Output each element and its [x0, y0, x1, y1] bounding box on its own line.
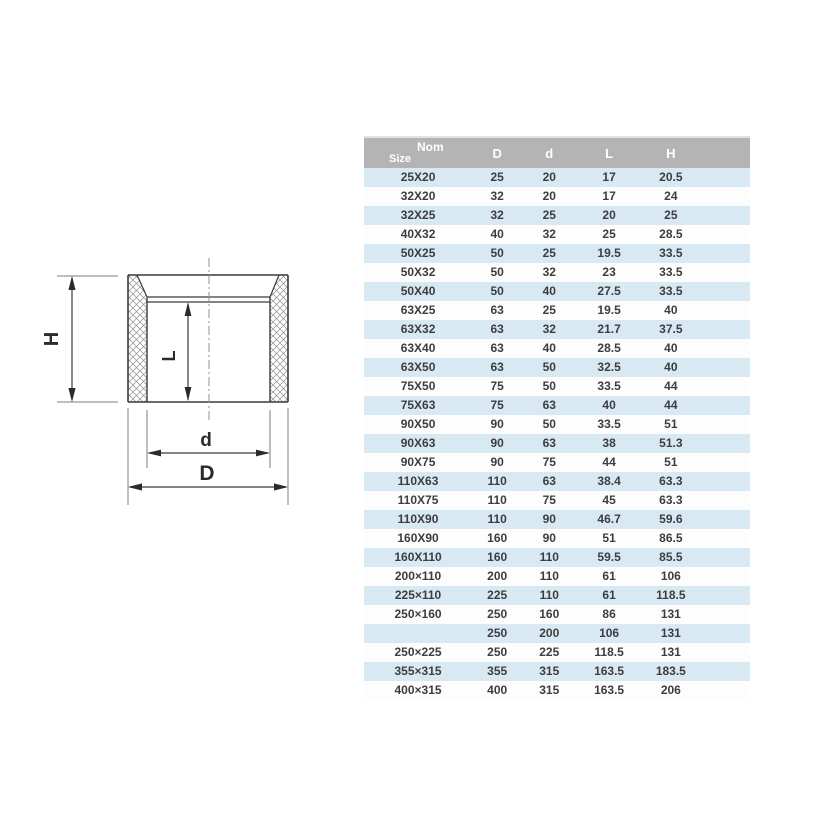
cell-filler — [700, 320, 750, 339]
cell-D: 63 — [490, 360, 504, 374]
cell-d: 20 — [542, 170, 556, 184]
table-row — [364, 605, 750, 624]
label-H: H — [41, 331, 63, 347]
cell-L: 45 — [602, 493, 616, 507]
table-row — [364, 358, 750, 377]
cell-filler — [700, 282, 750, 301]
cell-filler — [700, 586, 750, 605]
header-col-L: L — [605, 145, 614, 161]
cell-L: 163.5 — [594, 683, 625, 697]
cell-filler — [700, 681, 750, 700]
cell-L: 20 — [602, 208, 616, 222]
cell-filler — [700, 548, 750, 567]
cell-filler — [700, 491, 750, 510]
cell-D: 63 — [490, 341, 504, 355]
cell-H: 33.5 — [659, 265, 683, 279]
cell-size: 32X25 — [400, 208, 436, 222]
header-col-H: H — [666, 145, 676, 161]
dimension-H — [41, 276, 118, 402]
cell-d: 63 — [542, 398, 556, 412]
cell-L: 28.5 — [597, 341, 621, 355]
table-row — [364, 643, 750, 662]
cell-H: 206 — [660, 683, 681, 697]
cell-filler — [700, 301, 750, 320]
cell-size: 40X32 — [400, 227, 436, 241]
cell-filler — [700, 510, 750, 529]
cell-D: 32 — [490, 189, 504, 203]
table-row — [364, 377, 750, 396]
cell-L: 61 — [602, 588, 616, 602]
cell-size: 63X40 — [400, 341, 436, 355]
cell-H: 85.5 — [659, 550, 683, 564]
cell-filler — [700, 339, 750, 358]
dimension-D — [128, 408, 288, 505]
cell-D: 90 — [490, 417, 504, 431]
cell-D: 25 — [490, 170, 504, 184]
cell-d: 75 — [542, 455, 556, 469]
cell-L: 46.7 — [597, 512, 621, 526]
table-row — [364, 320, 750, 339]
table-row — [364, 491, 750, 510]
cell-size: 110X75 — [397, 493, 439, 507]
cell-L: 33.5 — [597, 379, 621, 393]
cell-D: 90 — [490, 436, 504, 450]
cell-L: 59.5 — [597, 550, 621, 564]
header-size-label: Size — [389, 153, 412, 165]
cell-d: 63 — [542, 436, 556, 450]
cell-H: 40 — [664, 341, 678, 355]
dimension-L — [159, 302, 191, 401]
cell-L: 40 — [602, 398, 616, 412]
cell-D: 110 — [487, 493, 507, 507]
cell-H: 51 — [664, 417, 678, 431]
table-row — [364, 187, 750, 206]
cell-L: 19.5 — [597, 246, 621, 260]
spec-table — [364, 136, 750, 700]
table-row — [364, 282, 750, 301]
cell-D: 250 — [487, 607, 508, 621]
cell-filler — [700, 472, 750, 491]
cell-filler — [700, 529, 750, 548]
cell-d: 50 — [542, 379, 556, 393]
cell-D: 110 — [487, 474, 507, 488]
cell-d: 25 — [542, 303, 556, 317]
cell-filler — [700, 206, 750, 225]
header-col-d: d — [545, 145, 554, 161]
cell-size — [364, 624, 472, 643]
cell-d: 40 — [542, 341, 556, 355]
cell-d: 25 — [542, 246, 556, 260]
cell-L: 118.5 — [594, 645, 624, 659]
cell-H: 59.6 — [659, 512, 683, 526]
cell-H: 51 — [664, 455, 678, 469]
cell-L: 17 — [602, 189, 616, 203]
cell-size: 50X25 — [400, 246, 436, 260]
cell-L: 21.7 — [597, 322, 621, 336]
table-row — [364, 434, 750, 453]
cell-D: 400 — [487, 683, 508, 697]
cell-d: 90 — [542, 512, 556, 526]
cell-D: 63 — [490, 303, 504, 317]
table-row — [364, 415, 750, 434]
cell-D: 355 — [487, 664, 508, 678]
cell-H: 86.5 — [659, 531, 683, 545]
cell-size: 110X90 — [397, 512, 439, 526]
cell-filler — [700, 605, 750, 624]
cell-size: 63X25 — [400, 303, 436, 317]
cell-L: 51 — [602, 531, 616, 545]
table-row — [364, 206, 750, 225]
cell-filler — [700, 244, 750, 263]
table-header-row — [364, 136, 750, 168]
table-row — [364, 225, 750, 244]
table-row — [364, 548, 750, 567]
cell-L: 61 — [602, 569, 616, 583]
cell-D: 250 — [487, 645, 508, 659]
cell-size: 250×160 — [394, 607, 442, 621]
cell-d: 200 — [539, 626, 560, 640]
cell-D: 50 — [490, 246, 504, 260]
table-row — [364, 586, 750, 605]
cell-d: 50 — [542, 417, 556, 431]
cell-d: 32 — [542, 322, 556, 336]
table-row — [364, 662, 750, 681]
cell-H: 33.5 — [659, 284, 683, 298]
cell-H: 44 — [664, 398, 678, 412]
cell-D: 50 — [490, 284, 504, 298]
cell-H: 131 — [660, 626, 681, 640]
cell-size: 63X50 — [400, 360, 436, 374]
cell-H: 63.3 — [659, 493, 683, 507]
cell-filler — [700, 377, 750, 396]
table-row — [364, 244, 750, 263]
table-body — [364, 168, 750, 700]
cell-D: 250 — [487, 626, 508, 640]
cell-d: 32 — [542, 265, 556, 279]
cell-D: 160 — [487, 531, 508, 545]
cell-L: 38 — [602, 436, 616, 450]
cell-L: 163.5 — [594, 664, 625, 678]
cell-size: 50X32 — [400, 265, 436, 279]
cell-L: 19.5 — [597, 303, 621, 317]
cell-H: 106 — [660, 569, 681, 583]
cell-size: 90X63 — [400, 436, 436, 450]
cell-d: 160 — [539, 607, 560, 621]
cell-size: 75X50 — [400, 379, 436, 393]
table-row — [364, 396, 750, 415]
table-row — [364, 510, 750, 529]
cell-filler — [700, 358, 750, 377]
cell-L: 23 — [602, 265, 616, 279]
table-row — [364, 681, 750, 700]
cell-D: 50 — [490, 265, 504, 279]
socket-chamfers — [137, 275, 279, 297]
cell-filler — [700, 263, 750, 282]
cell-H: 51.3 — [659, 436, 683, 450]
cell-H: 24 — [664, 189, 678, 203]
cell-d: 40 — [542, 284, 556, 298]
cell-size: 225×110 — [394, 588, 442, 602]
cell-filler — [700, 643, 750, 662]
cell-filler — [700, 187, 750, 206]
cell-size: 160X110 — [394, 550, 442, 564]
cell-size: 32X20 — [400, 189, 436, 203]
cell-L: 86 — [602, 607, 616, 621]
cell-filler — [700, 415, 750, 434]
cell-D: 40 — [490, 227, 504, 241]
left-wall-hatch — [128, 275, 147, 402]
cell-d: 63 — [542, 474, 556, 488]
header-size-nom — [364, 138, 472, 168]
cell-L: 44 — [602, 455, 616, 469]
cell-filler — [700, 168, 750, 187]
cell-filler — [700, 567, 750, 586]
cell-L: 33.5 — [597, 417, 621, 431]
cell-d: 110 — [539, 588, 559, 602]
cell-filler — [700, 396, 750, 415]
cell-H: 20.5 — [659, 170, 683, 184]
cell-size: 90X50 — [400, 417, 436, 431]
table-row — [364, 168, 750, 187]
right-wall-hatch — [270, 275, 288, 402]
cell-D: 75 — [490, 379, 504, 393]
label-D: D — [199, 462, 215, 485]
cell-size: 400×315 — [394, 683, 442, 697]
cell-filler — [700, 453, 750, 472]
cell-D: 200 — [487, 569, 508, 583]
cell-size: 25X20 — [400, 170, 436, 184]
cell-D: 63 — [490, 322, 504, 336]
cell-D: 225 — [487, 588, 508, 602]
cell-D: 160 — [487, 550, 508, 564]
table-row — [364, 453, 750, 472]
cell-H: 44 — [664, 379, 678, 393]
cell-d: 25 — [542, 208, 556, 222]
table-row — [364, 624, 750, 643]
cell-L: 25 — [602, 227, 616, 241]
cell-size: 50X40 — [400, 284, 436, 298]
label-d: d — [200, 430, 212, 451]
cell-L: 17 — [602, 170, 616, 184]
cell-H: 25 — [664, 208, 678, 222]
header-filler — [700, 138, 750, 168]
cell-H: 33.5 — [659, 246, 683, 260]
cell-d: 50 — [542, 360, 556, 374]
table-row — [364, 263, 750, 282]
cell-d: 315 — [539, 683, 560, 697]
fitting-cross-section-diagram — [40, 250, 320, 520]
cell-L: 32.5 — [597, 360, 621, 374]
cell-D: 110 — [487, 512, 507, 526]
cell-D: 75 — [490, 398, 504, 412]
table-row — [364, 472, 750, 491]
cell-L: 38.4 — [597, 474, 621, 488]
cell-size: 355×315 — [394, 664, 442, 678]
cell-filler — [700, 624, 750, 643]
cell-size: 160X90 — [397, 531, 439, 545]
cell-size: 63X32 — [400, 322, 436, 336]
label-L: L — [159, 350, 179, 362]
body-outline — [128, 275, 288, 402]
cell-H: 28.5 — [659, 227, 683, 241]
cell-H: 183.5 — [655, 664, 686, 678]
cell-L: 106 — [599, 626, 620, 640]
cell-H: 40 — [664, 303, 678, 317]
cell-H: 63.3 — [659, 474, 683, 488]
cell-size: 250×225 — [394, 645, 442, 659]
cell-filler — [700, 662, 750, 681]
table-row — [364, 529, 750, 548]
cell-size: 90X75 — [400, 455, 436, 469]
cell-size: 75X63 — [400, 398, 436, 412]
cell-d: 110 — [539, 550, 559, 564]
cell-d: 32 — [542, 227, 556, 241]
cell-filler — [700, 434, 750, 453]
cell-size: 110X63 — [397, 474, 439, 488]
cell-d: 315 — [539, 664, 560, 678]
header-col-D: D — [492, 145, 502, 161]
table-row — [364, 567, 750, 586]
cell-D: 90 — [490, 455, 504, 469]
cell-H: 40 — [664, 360, 678, 374]
cell-d: 90 — [542, 531, 556, 545]
cell-size: 200×110 — [394, 569, 442, 583]
cell-H: 131 — [660, 645, 681, 659]
cell-d: 75 — [542, 493, 556, 507]
cell-H: 131 — [660, 607, 681, 621]
cell-filler — [700, 225, 750, 244]
cell-D: 32 — [490, 208, 504, 222]
cell-d: 110 — [539, 569, 559, 583]
table-row — [364, 339, 750, 358]
cell-d: 225 — [539, 645, 560, 659]
table-row — [364, 301, 750, 320]
cell-L: 27.5 — [597, 284, 621, 298]
fitting-diagram-svg — [40, 250, 320, 520]
cell-H: 37.5 — [659, 322, 683, 336]
cell-d: 20 — [542, 189, 556, 203]
cell-H: 118.5 — [656, 588, 686, 602]
header-nom-label: Nom — [417, 140, 444, 154]
